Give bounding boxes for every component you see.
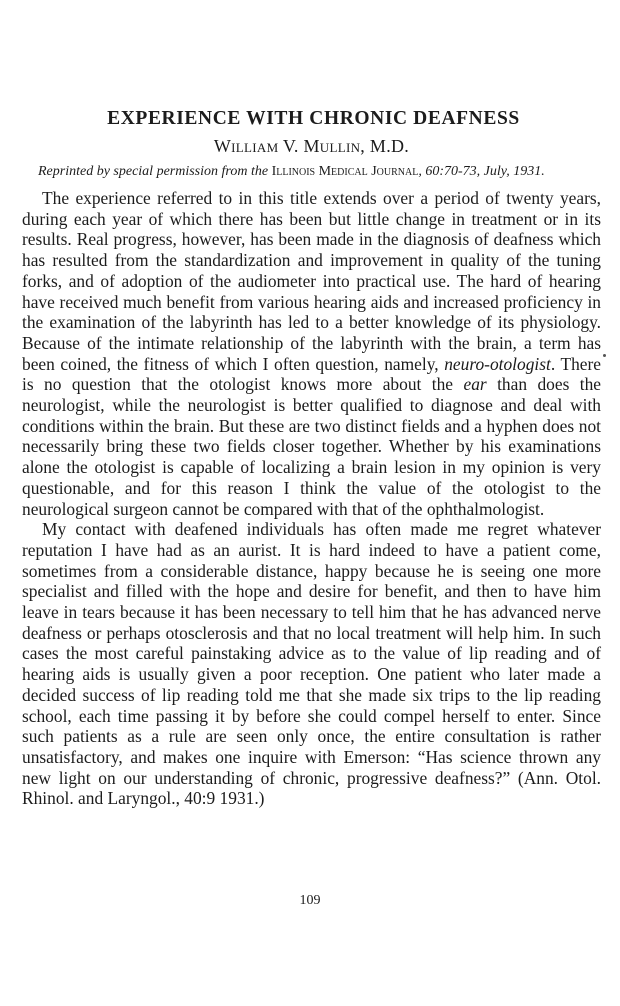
page-number: 109: [299, 893, 321, 908]
italic-term-neuro-otologist: neuro-otologist: [444, 353, 551, 374]
paragraph-1-part-2: . There is no question that the otologist knows more about the: [22, 353, 601, 395]
reprint-note: [22, 162, 601, 182]
reprint-prefix: Reprinted by special permission from the: [38, 164, 272, 179]
paragraph-1: [22, 188, 601, 519]
italic-term-ear: ear: [463, 374, 487, 395]
paragraph-2: My contact with deafened individuals has often made me regret whatever reputation I have had as an aurist. It is hard indeed to have a patient come, sometimes from a considerable distance, happy because he is seeing one more specialist and filled with the hope and desire for benefit, and then to have him leave in tears because it has been necessary to tell him that he has advanced nerve deafness or perhaps otosclerosis and that no local treatment will help him. In such cases the most careful painstaking advice as to the value of lip reading and of hearing aids is usually given a poor reception. One patient who later made a decided success of lip reading told me that she made six trips to the lip reading school, each time passing it by before she could compel herself to enter. Since such patients as a rule are seen only once, the entire consultation is rather unsatisfactory, and makes one inquire with Emerson: “Has science thrown any new light on our understanding of chronic, progressive deafness?” (Ann. Otol. Rhinol. and Laryngol., 40:9 1931.): [22, 519, 601, 809]
article-title: EXPERIENCE WITH CHRONIC DEAFNESS: [107, 108, 520, 129]
margin-dot: [603, 354, 606, 357]
journal-name: Illinois Medical Journal: [271, 164, 419, 179]
author-name: William V. Mullin, M.D.: [213, 136, 410, 156]
paragraph-1-part-3: than does the neurologist, while the neurologist is better qualified to diagnose and deal with conditions within the brain. But these are two distinct fields and a hyphen does not necessarily bring these two fields closer together. Whether by his examinations alone the otologist is capable of localizing a brain lesion in my opinion is very questionable, and for this reason I think the value of the otologist to the neurological surgeon cannot be compared with that of the ophthalmologist.: [22, 374, 602, 519]
article-page: [22, 106, 601, 809]
author-line: [22, 134, 601, 158]
reprint-citation: , 60:70-73, July, 1931.: [418, 164, 545, 179]
paragraph-1-part-1: The experience referred to in this title extends over a period of twenty years, during each year of which there has been but little change in treatment or in its results. Real progress, however, has been made in the diagnosis of deafness which has resulted from the standardization and improvement in quality of the tuning forks, and of adoption of the audiometer into practical use. The hard of hearing have received much benefit from various hearing aids and increased proficiency in the examination of the labyrinth has led to a better knowledge of its physiology. Because of the intimate relationship of the labyrinth with the brain, a term has been coined, the fitness of which I often question, namely,: [22, 188, 601, 374]
